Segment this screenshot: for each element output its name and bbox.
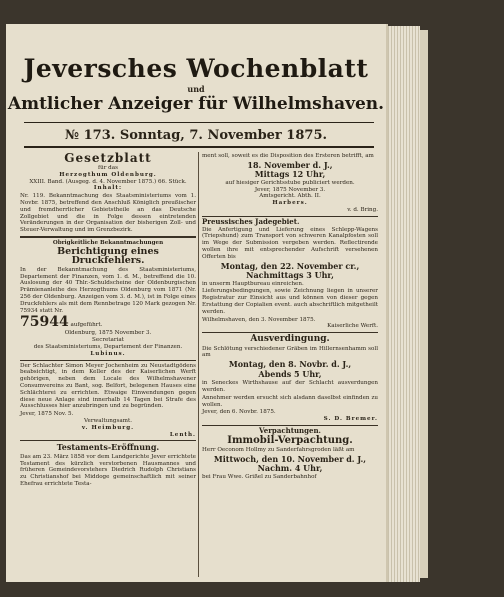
testament-signature-1: Harbers. bbox=[272, 200, 308, 207]
testament-date: 18. November d. J., bbox=[247, 159, 333, 170]
ausverdingung-text-2: in Seneckes Wirthshause auf der Schlacht ausverdungen werden. bbox=[202, 380, 378, 394]
jadegebiet-text-1: Die Anfertigung und Lieferung eines Schlepp-Wagens (Triepshund) zum Transport von schweren Kanalpfosten soll im Wege der Submission vergeben werden. Reflectirende wollen ihre mit entsprechender Aufschrift versehenen Offerten bis bbox=[202, 226, 378, 260]
testament-time: Mittags 12 Uhr, bbox=[254, 169, 326, 180]
ausverdingung-signature: S. D. Bremer. bbox=[323, 416, 378, 423]
berichtigung-department: des Staatsministeriums, Departement der Finanzen. bbox=[33, 343, 183, 350]
gesetzblatt-title: Gesetzblatt bbox=[64, 151, 152, 165]
jadegebiet-time: Nachmittags 3 Uhr, bbox=[246, 270, 334, 281]
left-column bbox=[20, 152, 196, 489]
inhalt-text: Nr. 119. Bekanntmachung des Staatsministeriums vom 1. Novbr. 1875, betreffend den Anschluß Königlich preußischer und fremdherrlicher Gebietstheile an das Deutsche Zollgebiet und die in Folge dessen eintretenden Veränderungen in der Organisation der bisherigen Zoll- und Steuer-Verwaltung und im Grenzbezirk. bbox=[20, 193, 196, 234]
masthead-rule-top bbox=[24, 122, 374, 123]
berichtigung-number-suffix: aufgeführt. bbox=[70, 322, 103, 329]
testament-place: auf hiesiger Gerichtsstube publiciert werden. bbox=[225, 179, 355, 186]
gesetzblatt-land: Herzogthum Oldenburg. bbox=[59, 171, 157, 178]
berichtigung-signature: Lubinus. bbox=[90, 350, 126, 357]
verpachtung-date: Mittwoch, den 10. November d. J., bbox=[213, 453, 367, 464]
berichtigung-date: Oldenburg, 1875 November 3. bbox=[64, 330, 152, 337]
page-edges bbox=[386, 26, 420, 582]
berichtigung-secretariat: Secretariat bbox=[92, 337, 124, 344]
right-column bbox=[202, 152, 378, 480]
schlachter-date: Jever, 1875 Nov. 5. bbox=[20, 411, 74, 418]
jadegebiet-text-2: in unserm Hauptbureau einreichen. bbox=[202, 280, 304, 287]
ausverdingung-location: Jever, den 6. Novbr. 1875. bbox=[202, 409, 276, 416]
testament-text: Das am 23. März 1858 vor dem Landgerichte Jever errichtete Testament des kürzlich verstorbenen Hausmannes und früheren Gemeindevorstehers Diedrich Rudolph Christians zu Christianshof bei Middoge gemeinschaftlich mit seiner Ehefrau errichtete Testa- bbox=[20, 453, 196, 487]
gesetzblatt-fuer: für das bbox=[98, 165, 118, 171]
masthead-rule-bottom bbox=[24, 146, 374, 148]
masthead-subtitle: Amtlicher Anzeiger für Wilhelmshaven. bbox=[7, 94, 385, 114]
ausverdingung-title: Ausverdingung. bbox=[250, 334, 330, 345]
berichtigung-number: 75944 bbox=[20, 314, 69, 331]
newspaper-page bbox=[6, 24, 386, 582]
verpachtungen-label: Verpachtungen. bbox=[259, 426, 321, 436]
ausverdingung-date: Montag, den 8. Novbr. d. J., bbox=[228, 359, 352, 370]
divider bbox=[20, 360, 196, 361]
gesetzblatt-band: XXIII. Band. (Ausgeg. d. 4. November 1875.) 66. Stück. bbox=[29, 178, 187, 185]
issue-dateline: № 173. Sonntag, 7. November 1875. bbox=[64, 128, 328, 143]
ausverdingung-time: Abends 5 Uhr, bbox=[258, 368, 322, 379]
jadegebiet-date: Montag, den 22. November cr., bbox=[220, 260, 360, 271]
berichtigung-text: In der Bekanntmachung des Staatsministeriums, Departement der Finanzen, vom 1. d. M., betreffend die 10. Auslosung der 40 Thlr.-Schuldscheine der Oldenburgischen Prämienanleihe des Herzogthums Oldenburg vom 1871 (Nr. 256 der Oldenburg. Anzeigen vom 3. d. M.), ist in Folge eines Druckfehlers als mit dem Rennbetrage 120 Mark gezogen Nr. 75934 statt Nr. bbox=[20, 266, 196, 314]
testament-signature-2: v. d. Bring. bbox=[347, 206, 378, 213]
testament-title: Testaments-Eröffnung. bbox=[56, 442, 160, 453]
jadegebiet-location: Wilhelmshaven, den 3. November 1875. bbox=[202, 316, 316, 323]
schlachter-text: Der Schlachter Simon Meyer Jochenheim zu Neustadtgödens beabsichtigt, in dem Keller des der Kaiserlichen Werft gehörigen, neben dem Locale des Wilhelmshavener Consumvereins zu Bant, sog. Belfort, belegenen Hauses eine Schlächterei zu errichten. Etwaige Einwendungen gegen diese neue Anlage sind innerhalb 14 Tagen bei Strafe des Ausschlusses hier anzubringen und zu begründen. bbox=[20, 362, 196, 410]
obrigkeitliche-heading: Obrigkeitliche Bekanntmachungen bbox=[52, 239, 164, 246]
testament-continued: ment soll, soweit es die Disposition des Ersteren betrifft, am bbox=[202, 153, 374, 159]
column-separator bbox=[198, 152, 199, 577]
verpachtung-text-2: bei Frau Wwe. Grißel zu Sanderbahnhof bbox=[202, 473, 317, 480]
jadegebiet-signature: Kaiserliche Werft. bbox=[327, 323, 378, 330]
jadegebiet-text-3: Lieferungsbedingungen, sowie Zeichnung liegen in unserer Registratur zur Einsicht aus und können von dieser gegen Erstattung der Copialien event. auch abschriftlich mitgetheilt werden. bbox=[202, 288, 378, 315]
schlachter-signature: v. Heimburg. bbox=[81, 424, 135, 431]
verpachtung-title: Immobil-Verpachtung. bbox=[227, 434, 353, 446]
jadegebiet-heading: Preussisches Jadegebiet. bbox=[202, 216, 300, 226]
divider bbox=[20, 236, 196, 238]
divider bbox=[202, 332, 378, 333]
divider bbox=[20, 440, 196, 441]
lenth-signature: Lenth. bbox=[169, 431, 196, 438]
verpachtung-text-1: Herr Oeconom Hollmy zu Sanderfahrsgroden läßt am bbox=[202, 446, 355, 453]
masthead-title: Jeversches Wochenblatt bbox=[23, 54, 369, 83]
masthead-und: und bbox=[187, 84, 205, 94]
page-edges-outer bbox=[420, 30, 428, 578]
testament-location: Jever, 1875 November 3. bbox=[254, 186, 326, 193]
ausverdingung-text-1: Die Schlötung verschiedener Gräben im Hillernsenhamm soll am bbox=[202, 345, 378, 359]
schlachter-amt: Verwaltungsamt. bbox=[84, 417, 132, 424]
inhalt-label: Inhalt: bbox=[93, 185, 123, 192]
berichtigung-heading: Berichtigung eines Druckfehlers. bbox=[57, 245, 159, 267]
ausverdingung-text-3: Annehmer werden ersucht sich alsdann daselbst einfinden zu wollen. bbox=[202, 394, 378, 408]
testament-amt: Amtsgericht. Abth. II. bbox=[259, 193, 321, 200]
verpachtung-time: Nachm. 4 Uhr, bbox=[257, 463, 323, 474]
